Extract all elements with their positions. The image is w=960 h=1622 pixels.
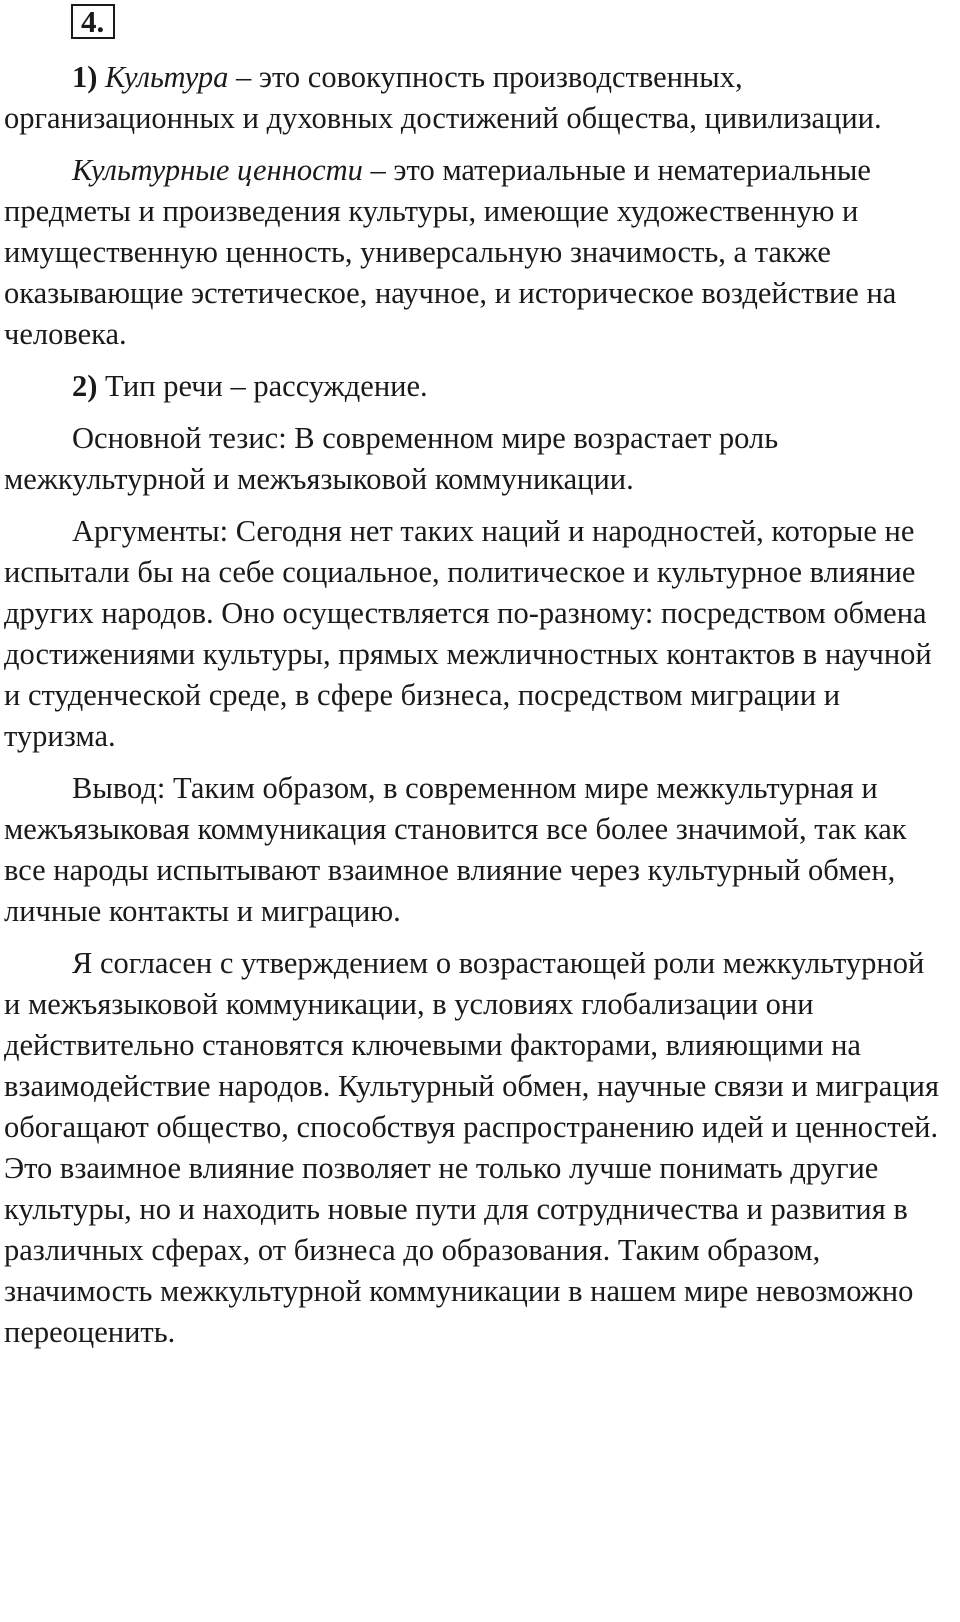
paragraph-culture-definition (4, 57, 939, 139)
item-marker-1: 1) (72, 60, 98, 94)
paragraph-opinion: Я согласен с утверждением о возрастающей роли межкультурной и межъязыковой коммуникации, в условиях глобализации они действительно становятся ключевыми факторами, влияющими на взаимодействие народов. Культурный обмен, научные связи и миграция обогащают общество, способствуя распространению идей и ценностей. Это взаимное влияние позволяет не только лучше понимать другие культуры, но и находить новые пути для сотрудничества и развития в различных сферах, от бизнеса до образования. Таким образом, значимость межкультурной коммуникации в нашем мире невозможно переоценить. (4, 946, 939, 1349)
task-number-box: 4. (71, 4, 115, 39)
cultural-values-definition-text: – это материальные и нематериальные предметы и произведения культуры, имеющие художественную и имущественную ценность, универсальную значимость, а также оказывающие эстетическое, научное, и историческое воздействие на человека. (4, 153, 897, 351)
paragraph-main-thesis: Основной тезис: В современном мире возрастает роль межкультурной и межъязыковой коммуникации. (4, 421, 779, 496)
term-cultural-values: Культурные ценности (72, 153, 363, 187)
paragraph-cultural-values-definition (4, 150, 939, 355)
item-marker-2: 2) (72, 369, 98, 403)
term-culture: Культура (105, 60, 229, 94)
speech-type-text: Тип речи – рассуждение. (97, 369, 428, 403)
paragraph-speech-type (4, 366, 939, 407)
paragraph-arguments: Аргументы: Сегодня нет таких наций и народностей, которые не испытали бы на себе социальное, политическое и культурное влияние других народов. Оно осуществляется по-разному: посредством обмена достижениями культуры, прямых межличностных контактов в научной и студенческой среде, в сфере бизнеса, посредством миграции и туризма. (4, 514, 932, 753)
culture-definition-text: – это совокупность производственных, организационных и духовных достижений общества, цивилизации. (4, 60, 882, 135)
document-body (4, 57, 939, 1353)
paragraph-conclusion: Вывод: Таким образом, в современном мире межкультурная и межъязыковая коммуникация становится все более значимой, так как все народы испытывают взаимное влияние через культурный обмен, личные контакты и миграцию. (4, 771, 907, 928)
